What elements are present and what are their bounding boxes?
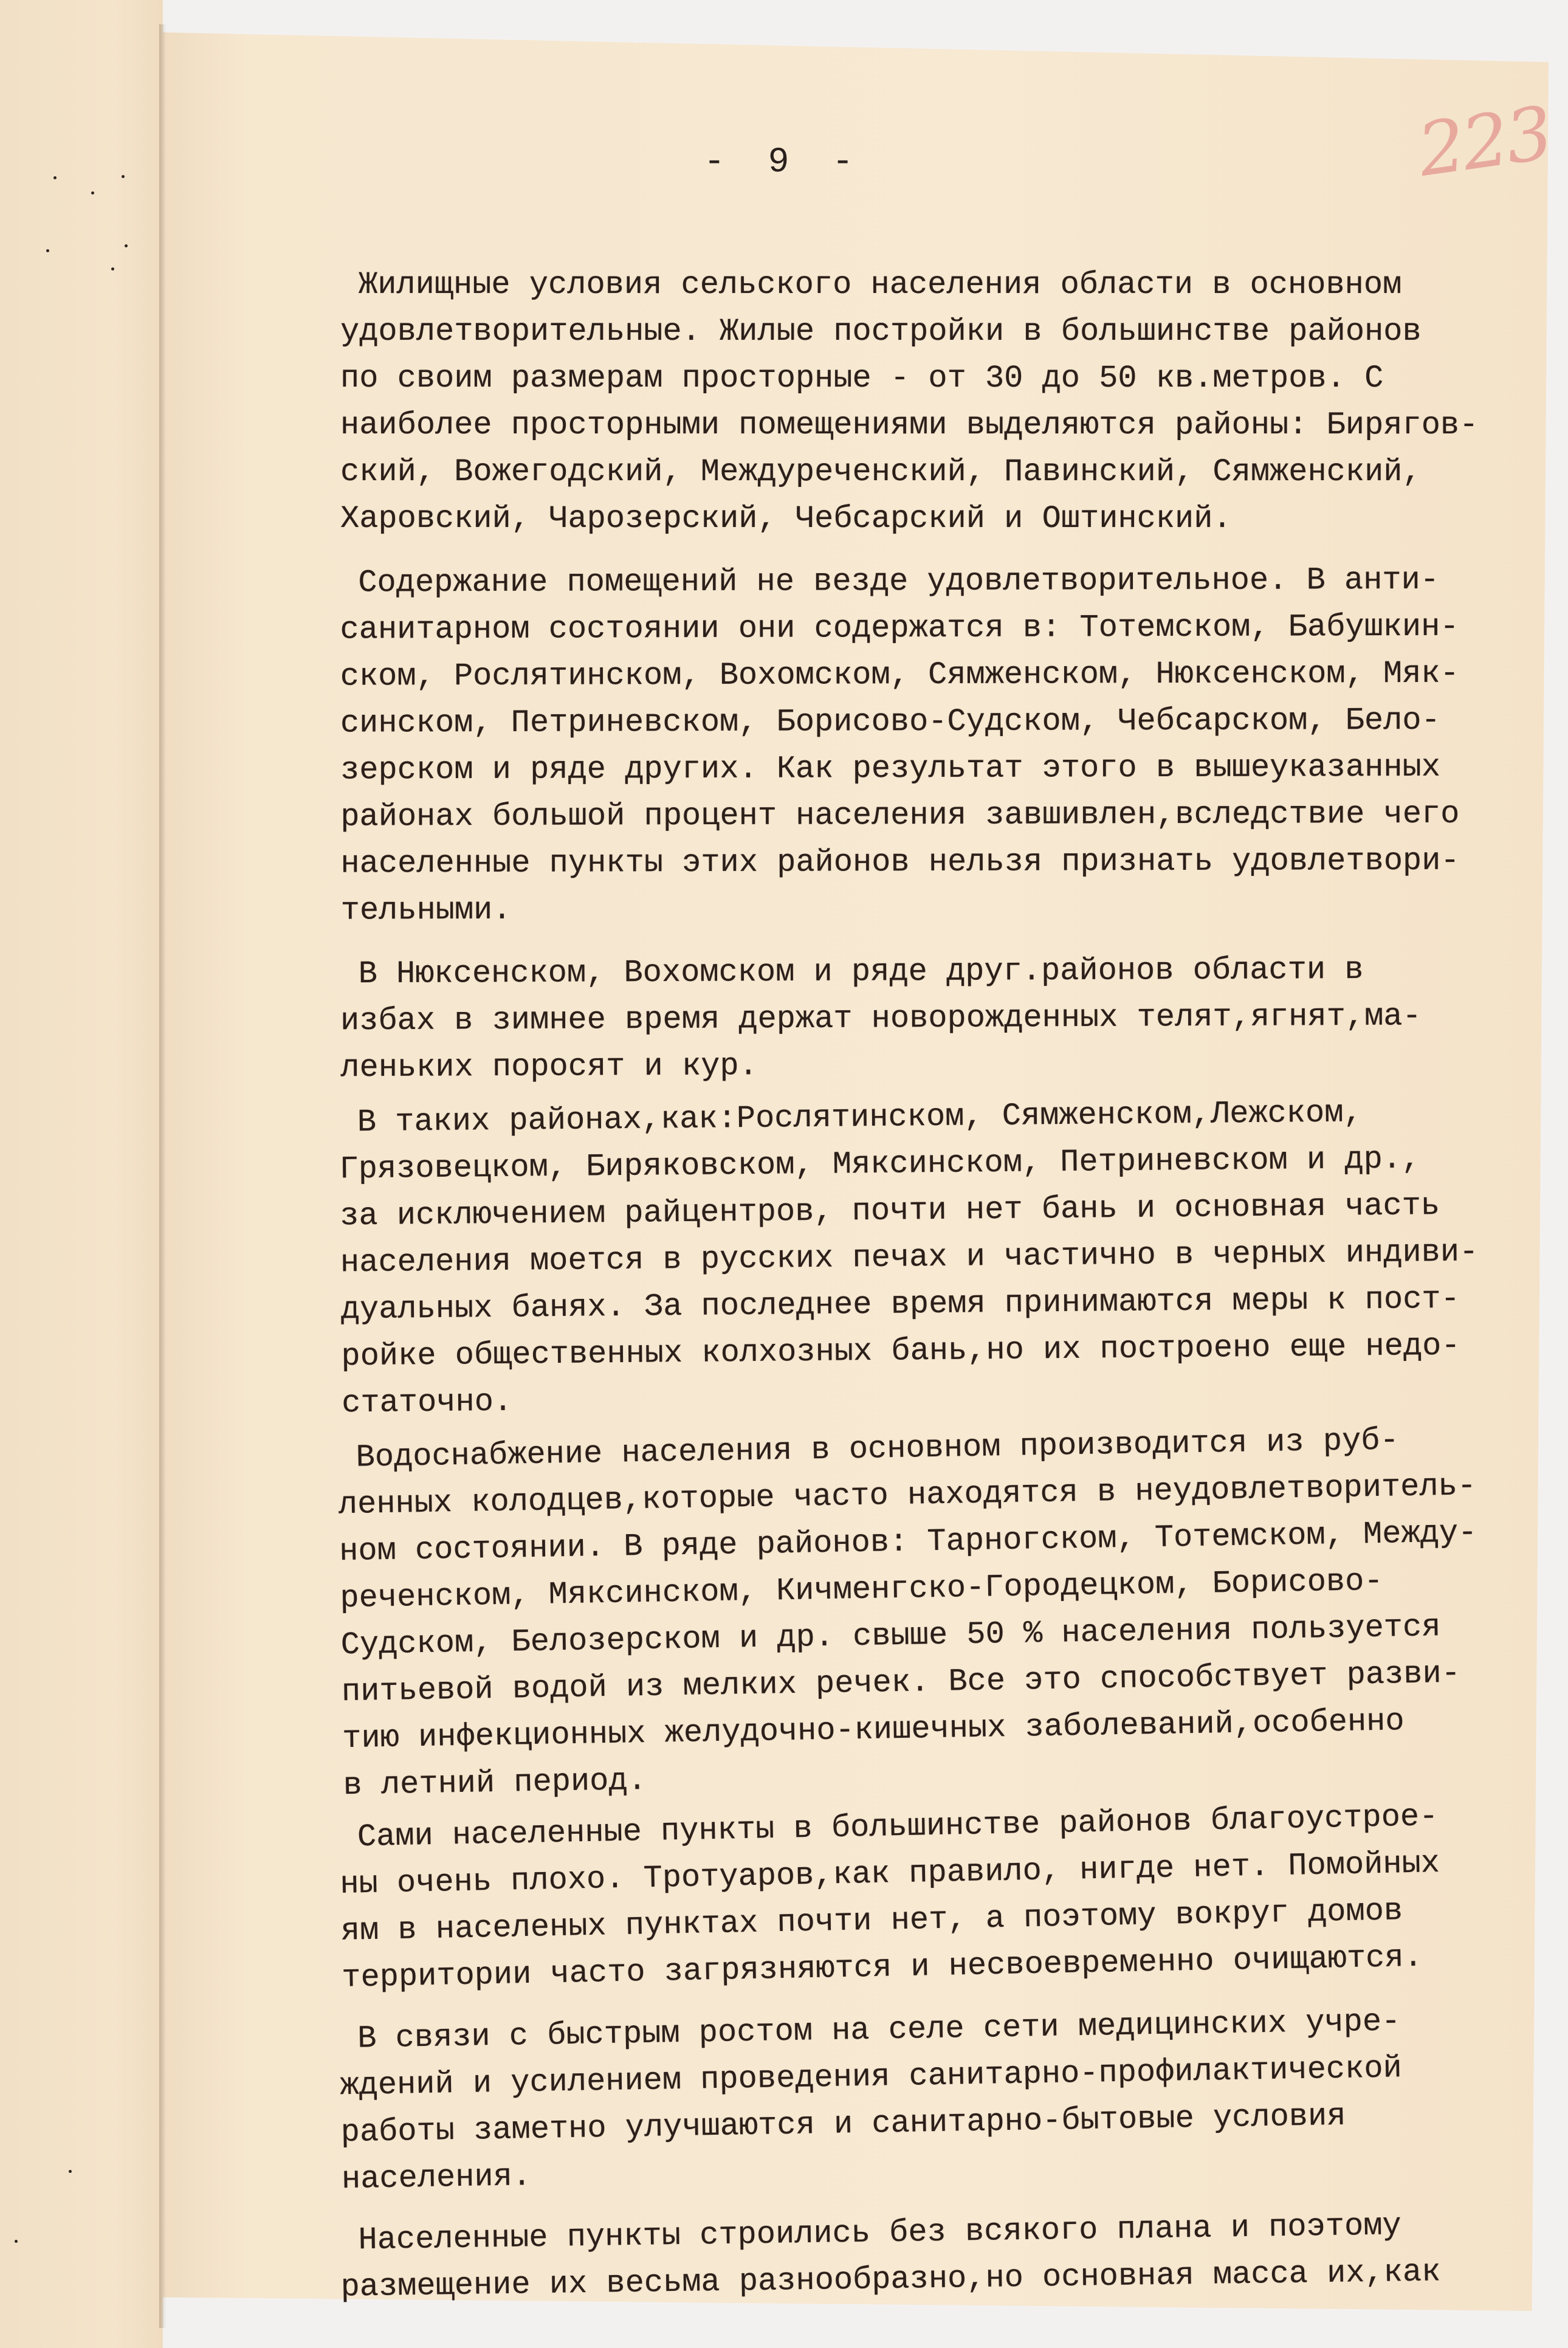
ink-speck xyxy=(69,2170,72,2173)
text-line: леньких поросят и кур. xyxy=(340,1048,758,1086)
text-line: В связи с быстрым ростом на селе сети медицинских учре- xyxy=(357,2003,1401,2057)
paragraph-bathhouses xyxy=(339,1088,1533,1427)
text-line: населения моется в русских печах и частично в черных индиви- xyxy=(340,1234,1479,1281)
ink-speck xyxy=(122,175,125,178)
text-line: Жилищные условия сельского населения области в основном xyxy=(359,267,1402,303)
text-line: по своим размерам просторные - от 30 до 50 кв.метров. С xyxy=(340,360,1384,396)
text-line: питьевой водой из мелких речек. Все это способствует разви- xyxy=(341,1655,1461,1710)
text-line: населения. xyxy=(341,2158,532,2198)
text-line: за исключением райцентров, почти нет бань и основная часть xyxy=(340,1188,1440,1234)
text-line: дуальных банях. За последнее время принимаются меры к пост- xyxy=(340,1281,1460,1328)
ink-speck xyxy=(53,176,57,179)
paragraph-water-supply xyxy=(337,1415,1535,1809)
text-line: Водоснабжение населения в основном производится из руб- xyxy=(356,1422,1400,1476)
text-line: ский, Вожегодский, Междуреченский, Павинский, Сямженский, xyxy=(340,454,1422,490)
text-line: ройке общественных колхозных бань,но их построено еще недо- xyxy=(341,1327,1460,1375)
text-line: тельными. xyxy=(340,892,512,929)
text-line: статочно. xyxy=(341,1383,513,1422)
text-line: Сами населенные пункты в большинстве районов благоустрое- xyxy=(357,1799,1439,1856)
paragraph-livestock-in-huts xyxy=(340,946,1532,1092)
text-line: Харовский, Чарозерский, Чебсарский и Оштинский. xyxy=(340,501,1232,537)
text-line: В Нюксенском, Вохомском и ряде друг.районов области в xyxy=(358,951,1364,993)
page-number: - 9 - xyxy=(704,143,865,182)
text-line: работы заметно улучшаются и санитарно-бытовые условия xyxy=(340,2098,1346,2151)
text-line: ском, Рослятинском, Вохомском, Сямженском, Нюксенском, Мяк- xyxy=(340,655,1459,695)
text-line: ном состоянии. В ряде районов: Тарногском, Тотемском, Между- xyxy=(339,1515,1477,1570)
paragraph-room-maintenance xyxy=(340,556,1532,934)
left-page-blank xyxy=(0,0,163,2348)
text-line: ленных колодцев,которые часто находятся в неудовлетворитель- xyxy=(338,1468,1477,1523)
text-line: Грязовецком, Биряковском, Мяксинском, Петриневском и др., xyxy=(339,1141,1421,1188)
text-line: наиболее просторными помещениями выделяются районы: Бирягов- xyxy=(340,407,1479,443)
text-line: синском, Петриневском, Борисово-Судском, Чебсарском, Бело- xyxy=(340,702,1440,742)
ink-speck xyxy=(111,267,114,270)
text-line: ны очень плохо. Тротуаров,как правило, нигде нет. Помойных xyxy=(339,1845,1440,1902)
text-line: зерском и ряде других. Как результат этого в вышеуказанных xyxy=(340,749,1441,788)
text-line: В таких районах,как:Рослятинском, Сямженском,Лежском, xyxy=(357,1095,1363,1141)
ink-speck xyxy=(46,249,49,252)
ink-speck xyxy=(15,2240,18,2243)
text-line: районах большой процент населения завшивлен,вследствие чего xyxy=(340,796,1460,835)
typewritten-body xyxy=(338,261,1532,2305)
paragraph-housing-conditions xyxy=(340,261,1532,542)
book-gutter xyxy=(159,24,168,2328)
text-line: ям в населеных пунктах почти нет, а поэтому вокруг домов xyxy=(340,1893,1403,1949)
text-line: избах в зимнее время держат новорожденных телят,ягнят,ма- xyxy=(340,998,1422,1039)
text-line: Судском, Белозерском и др. свыше 50 % населения пользуется xyxy=(340,1609,1441,1664)
text-line: удовлетворительные. Жилые постройки в большинстве районов xyxy=(340,314,1422,349)
paragraph-settlement-layout xyxy=(340,2200,1532,2310)
text-line: тию инфекционных желудочно-кишечных заболеваний,особенно xyxy=(342,1703,1405,1757)
paragraph-settlement-improvement xyxy=(339,1791,1533,2002)
text-line: Содержание помещений не везде удовлетворительное. В анти- xyxy=(358,562,1440,601)
ink-speck xyxy=(91,191,94,195)
text-line: в летний период. xyxy=(343,1762,647,1804)
ink-speck xyxy=(125,244,128,247)
text-line: реченском, Мяксинском, Кичменгско-Городецком, Борисово- xyxy=(340,1563,1384,1617)
text-line: размещение их весьма разнообразно,но основная масса их,как xyxy=(340,2254,1441,2305)
text-line: ждений и усилением проведения санитарно-профилактической xyxy=(340,2050,1403,2104)
paragraph-medical-growth xyxy=(339,1996,1533,2203)
text-line: Населенные пункты строились без всякого плана и поэтому xyxy=(358,2208,1402,2259)
text-line: населенные пункты этих районов нельзя признать удовлетвори- xyxy=(340,842,1460,882)
text-line: санитарном состоянии они содержатся в: Тотемском, Бабушкин- xyxy=(340,608,1459,648)
archive-folio-number: 223 xyxy=(1413,91,1556,193)
text-line: территории часто загрязняются и несвоевременно очищаются. xyxy=(341,1939,1423,1996)
